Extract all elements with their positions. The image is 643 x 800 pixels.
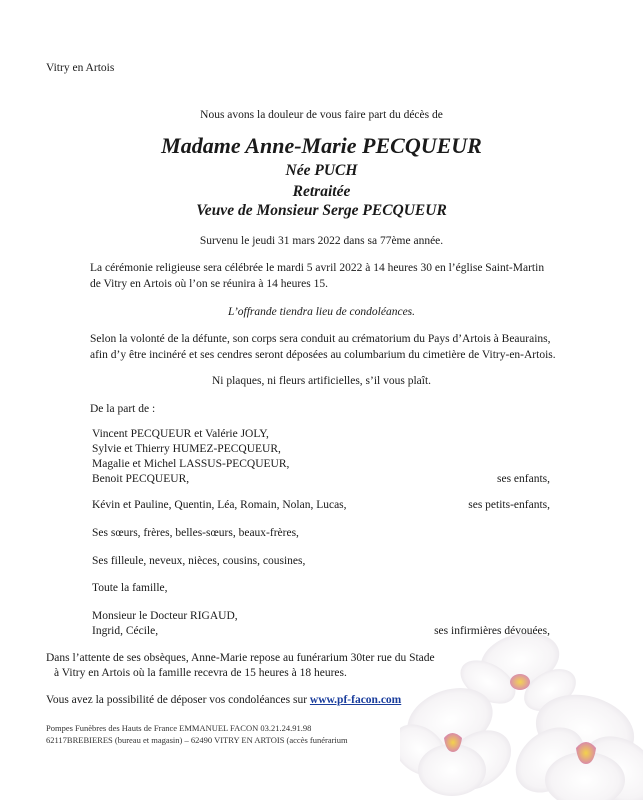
children-role: ses enfants, [496, 473, 550, 485]
repose-line-2: à Vitry en Artois où la famille recevra de 15 heures à 18 heures. [54, 667, 347, 679]
godchildren-line: Ses filleule, neveux, nièces, cousins, cousines, [92, 555, 306, 567]
ceremony-line-2: de Vitry en Artois où l’on se réunira à 14 heures 15. [90, 278, 328, 290]
carer-name-2: Ingrid, Cécile, [92, 625, 159, 637]
ceremony-line-1: La cérémonie religieuse sera célébrée le mardi 5 avril 2022 à 14 heures 30 en l’église Saint-Martin [90, 262, 545, 274]
from-label: De la part de : [90, 403, 156, 415]
cremation-line-1: Selon la volonté de la défunte, son corps sera conduit au crématorium du Pays d’Artois à Beaurains, [90, 333, 551, 345]
cremation-line-2: afin d’y être incinéré et ses cendres seront déposées au columbarium du cimetière de Vitry-en-Artois. [90, 349, 556, 361]
maiden-name: Née PUCH [285, 162, 358, 179]
footer-line-1: Pompes Funèbres des Hauts de France EMMANUEL FACON 03.21.24.91.98 [46, 723, 312, 733]
family-line: Toute la famille, [92, 582, 168, 594]
place-name: Vitry en Artois [46, 62, 115, 74]
child-name-4: Benoit PECQUEUR, [92, 473, 190, 485]
siblings-line: Ses sœurs, frères, belles-sœurs, beaux-frères, [92, 527, 299, 539]
orchid-flower-image [400, 620, 643, 800]
child-name-3: Magalie et Michel LASSUS-PECQUEUR, [92, 458, 290, 470]
child-name-1: Vincent PECQUEUR et Valérie JOLY, [92, 428, 269, 440]
no-flowers-note: Ni plaques, ni fleurs artificielles, s’il vous plaît. [211, 375, 432, 387]
condolences-line [46, 694, 401, 706]
widow-of: Veuve de Monsieur Serge PECQUEUR [196, 202, 447, 219]
deceased-name: Madame Anne-Marie PECQUEUR [161, 133, 482, 158]
intro-text: Nous avons la douleur de vous faire part du décès de [200, 109, 443, 121]
condolences-link[interactable]: www.pf-facon.com [309, 694, 402, 706]
carers-role: ses infirmières dévouées, [434, 625, 550, 637]
grandchildren-role: ses petits-enfants, [468, 499, 550, 511]
repose-line-1: Dans l’attente de ses obsèques, Anne-Marie repose au funérarium 30ter rue du Stade [46, 652, 435, 664]
death-notice: Survenu le jeudi 31 mars 2022 dans sa 77ème année. [199, 235, 444, 247]
offering-note: L’offrande tiendra lieu de condoléances. [227, 306, 416, 318]
occupation: Retraitée [292, 183, 351, 200]
footer-line-2: 62117BREBIERES (bureau et magasin) – 62490 VITRY EN ARTOIS (accès funérarium [46, 735, 348, 745]
grandchildren-names: Kévin et Pauline, Quentin, Léa, Romain, Nolan, Lucas, [92, 499, 347, 511]
condolences-text: Vous avez la possibilité de déposer vos condoléances sur [46, 694, 308, 706]
child-name-2: Sylvie et Thierry HUMEZ-PECQUEUR, [92, 443, 281, 455]
carer-name-1: Monsieur le Docteur RIGAUD, [92, 610, 238, 622]
